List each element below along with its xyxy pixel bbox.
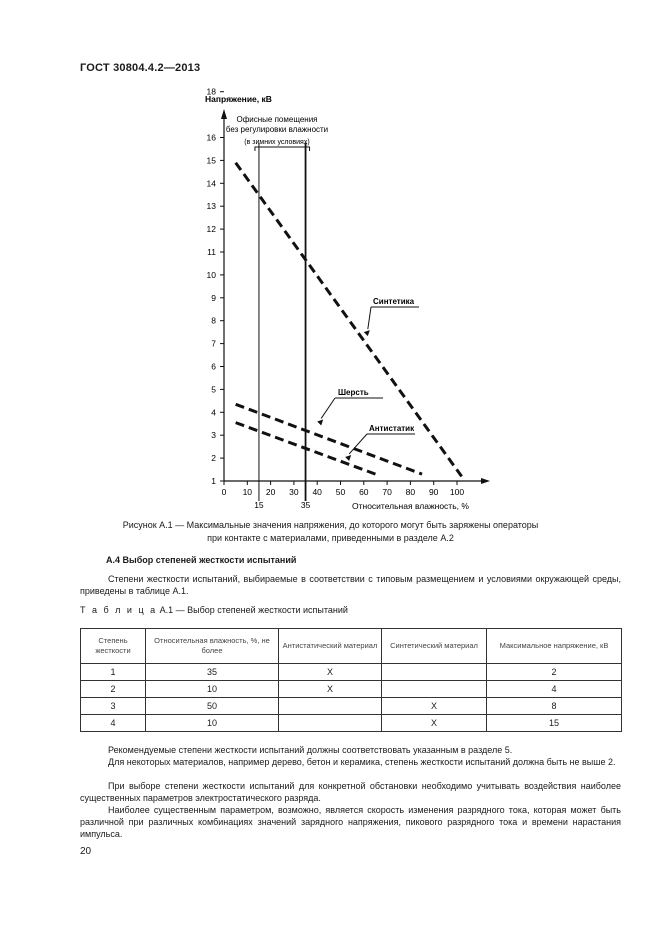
series-leader-2: [321, 398, 335, 418]
x-tick-label: 50: [335, 487, 346, 497]
x-tick-label: 0: [221, 487, 227, 497]
cell-synthetic: [382, 664, 487, 681]
table-row: [81, 681, 622, 698]
zone-bracket: [255, 147, 310, 151]
y-tick-label: 5: [211, 384, 216, 395]
y-tick-label: 11: [207, 247, 216, 257]
x-marked-label: 35: [300, 500, 311, 510]
x-tick-label: 30: [289, 487, 299, 497]
cell-humidity: 10: [146, 715, 279, 732]
y-tick-label: 7: [211, 338, 216, 349]
page-number: 20: [80, 846, 92, 857]
y-axis-label: Напряжение, кВ: [205, 94, 272, 104]
x-marked-label: 15: [254, 500, 264, 510]
paragraph-materials: Для некоторых материалов, например дерево, бетон и керамика, степень жесткости испытаний должна быть не выше 2.: [108, 757, 616, 767]
series-label-1: Синтетика: [373, 297, 415, 306]
figure-caption-line-1: Рисунок А.1 — Максимальные значения напряжения, до которого могут быть заряжены операторы: [122, 520, 539, 530]
paragraph-parameter: Наиболее существенным параметром, возможно, является скорость изменения разрядного тока, которая может быть различной при различных комбинациях значений зарядного напряжения, пикового разрядного тока и времени нарастания импульса.: [80, 805, 621, 839]
series-label-2: Шерсть: [338, 388, 369, 397]
y-tick-label: 10: [206, 269, 216, 280]
y-tick-label: 3: [211, 430, 216, 441]
cell-max-voltage: 8: [487, 698, 622, 715]
header-max-voltage: Максимальное напряжение, кВ: [487, 629, 622, 664]
paragraph-recommended: Рекомендуемые степени жесткости испытаний должны соответствовать указанным в разделе 5.: [108, 745, 513, 755]
header-synthetic: Синтетический материал: [382, 629, 487, 664]
cell-humidity: 35: [146, 664, 279, 681]
cell-antistatic: [279, 715, 382, 732]
cell-synthetic: X: [382, 715, 487, 732]
cell-max-voltage: 4: [487, 681, 622, 698]
zone-label-line-2: без регулировки влажности: [225, 125, 329, 134]
zone-label-line-3: (в зимних условиях): [244, 139, 310, 146]
cell-severity: 4: [81, 715, 146, 732]
voltage-humidity-chart: [195, 85, 495, 515]
severity-table: [80, 628, 622, 732]
document-header: ГОСТ 30804.4.2—2013: [80, 62, 201, 74]
header-antistatic: Антистатический материал: [279, 629, 382, 664]
y-tick-label: 8: [211, 315, 216, 326]
y-tick-label: 4: [211, 407, 216, 418]
cell-humidity: 50: [146, 698, 279, 715]
x-tick-label: 80: [405, 487, 416, 497]
table-header-row: [81, 629, 622, 664]
table-row: [81, 664, 622, 681]
header-humidity: Относительная влажность, %, не более: [146, 629, 279, 664]
paragraph-severity-intro: Степени жесткости испытаний, выбираемые в соответствии с типовым размещением и условиями окружающей среды, приведены в таблице А.1.: [80, 574, 621, 596]
table-title: [80, 605, 348, 615]
y-axis-arrow: [221, 109, 227, 119]
x-tick-label: 20: [265, 487, 276, 497]
y-tick-label: 12: [206, 224, 216, 235]
series-label-3: Антистатик: [369, 424, 415, 433]
series-leader-arrow-1: [364, 330, 370, 336]
table-row: [81, 715, 622, 732]
cell-humidity: 10: [146, 681, 279, 698]
cell-max-voltage: 15: [487, 715, 622, 732]
section-title: А.4 Выбор степеней жесткости испытаний: [106, 555, 297, 565]
y-tick-label: 13: [206, 201, 216, 212]
cell-antistatic: [279, 698, 382, 715]
y-tick-label: 15: [206, 155, 216, 166]
x-axis-arrow: [481, 478, 490, 484]
paragraph-selection: При выборе степени жесткости испытаний для конкретной обстановки необходимо учитывать воздействия наиболее существенных параметров электростатического разряда.: [80, 781, 621, 803]
x-tick-label: 100: [449, 487, 465, 497]
cell-severity: 3: [81, 698, 146, 715]
table-title-prefix: Т а б л и ц а: [80, 605, 158, 615]
y-tick-label: 18: [206, 86, 216, 97]
series-leader-arrow-2: [317, 419, 323, 425]
series-line-2: [236, 404, 422, 474]
x-tick-label: 90: [428, 487, 439, 497]
table-row: [81, 698, 622, 715]
zone-label-line-1: Офисные помещения: [236, 115, 318, 124]
cell-severity: 1: [81, 664, 146, 681]
y-tick-label: 14: [206, 178, 216, 189]
cell-antistatic: X: [279, 664, 382, 681]
y-tick-label: 16: [206, 132, 216, 143]
header-severity: Степень жесткости: [81, 629, 146, 664]
x-axis-label: Относительная влажность, %: [352, 501, 469, 511]
x-tick-label: 70: [382, 487, 392, 497]
cell-severity: 2: [81, 681, 146, 698]
x-tick-label: 40: [312, 487, 322, 497]
y-tick-label: 1: [211, 476, 216, 486]
figure-caption: [70, 519, 591, 545]
cell-synthetic: X: [382, 698, 487, 715]
x-tick-label: 10: [242, 487, 253, 497]
y-tick-label: 2: [211, 453, 216, 464]
x-tick-label: 60: [359, 487, 369, 497]
y-tick-label: 6: [211, 361, 216, 372]
cell-synthetic: [382, 681, 487, 698]
cell-max-voltage: 2: [487, 664, 622, 681]
series-leader-arrow-3: [345, 455, 351, 461]
cell-antistatic: X: [279, 681, 382, 698]
y-tick-label: 9: [211, 292, 216, 303]
series-leader-1: [368, 307, 371, 329]
table-title-rest: А.1 — Выбор степеней жесткости испытаний: [159, 605, 348, 615]
figure-caption-line-2: при контакте с материалами, приведенными в разделе А.2: [207, 533, 454, 543]
series-line-1: [236, 163, 462, 477]
